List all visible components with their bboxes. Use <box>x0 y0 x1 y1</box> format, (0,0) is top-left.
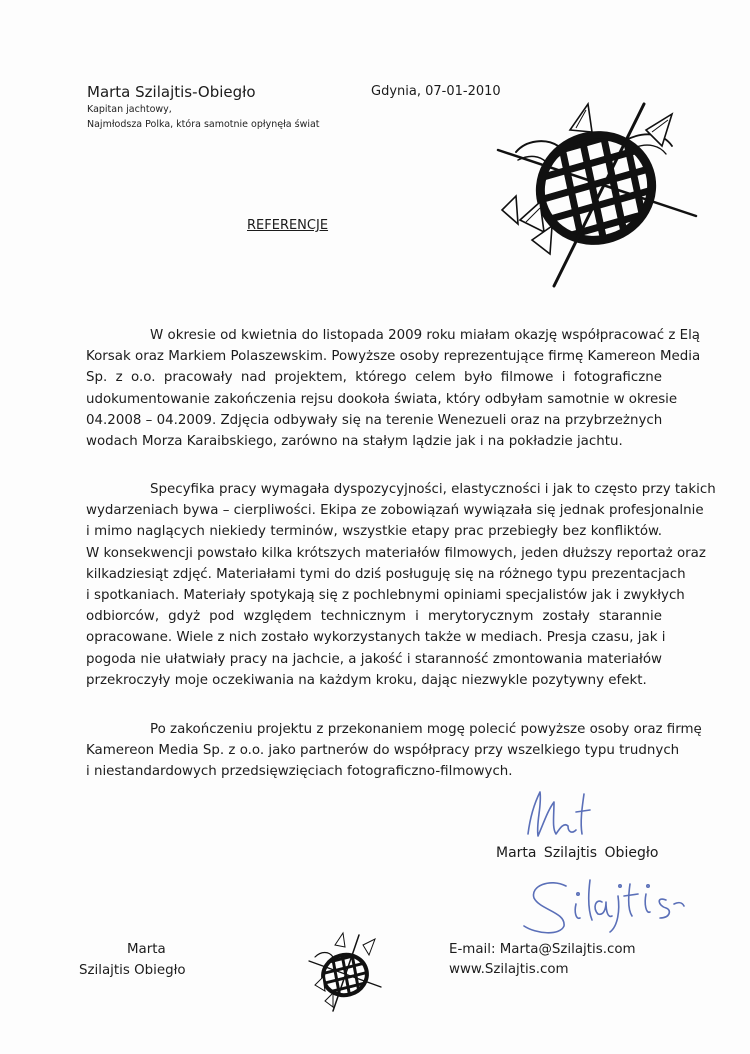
paragraph-line: wodach Morza Karaibskiego, zarówno na stałym lądzie jak i na pokładzie jachtu. <box>86 434 623 450</box>
paragraph-line: Po zakończeniu projektu z przekonaniem mogę polecić powyższe osoby oraz firmę <box>150 722 702 737</box>
paragraph-line: 04.2008 – 04.2009. Zdjęcia odbywały się na terenie Wenezueli oraz na przybrzeżnych <box>86 412 663 428</box>
handwritten-signature <box>506 782 696 942</box>
signature-name: Marta Szilajtis Obiegło <box>496 845 659 861</box>
paragraph-line: przekroczyły moje oczekiwania na każdym kroku, dając niezwykle pozytywny efekt. <box>86 672 647 688</box>
author-name: Marta Szilajtis-Obiegło <box>87 83 256 101</box>
paragraph-3 <box>86 719 702 783</box>
paragraph-line: Specyfika pracy wymagała dyspozycyjności, elastyczności i jak to często przy takich <box>150 482 716 497</box>
paragraph-line: i niestandardowych przedsięwzięciach fotograficzno-filmowych. <box>86 764 513 780</box>
author-description: Najmłodsza Polka, która samotnie opłynęła świat <box>87 119 320 130</box>
document-title: REFERENCJE <box>247 218 329 233</box>
paragraph-line: W konsekwencji powstało kilka krótszych materiałów filmowych, jeden dłuższy reportaż oraz <box>86 545 706 561</box>
globe-with-sails-logo-small <box>307 931 383 1013</box>
globe-with-sails-logo <box>496 100 700 288</box>
paragraph-line: kilkadziesiąt zdjęć. Materiałami tymi do dziś posługuję się na różnego typu prezentacjach <box>86 566 686 582</box>
paragraph-line: wydarzeniach bywa – cierpliwości. Ekipa ze zobowiązań wywiązała się jednak profesjonalnie <box>86 503 704 519</box>
paragraph-2 <box>86 479 716 691</box>
paragraph-line: pogoda nie ułatwiały pracy na jachcie, a jakość i staranność zmontowania materiałów <box>86 651 662 667</box>
paragraph-line: Sp. z o.o. pracowały nad projektem, którego celem było filmowe i fotograficzne <box>86 370 662 386</box>
letter-date: Gdynia, 07-01-2010 <box>371 84 501 99</box>
paragraph-line: Korsak oraz Markiem Polaszewskim. Powyższe osoby reprezentujące firmę Kamereon Media <box>86 349 701 365</box>
footer-first-name: Marta <box>127 942 166 957</box>
paragraph-line: odbiorców, gdyż pod względem technicznym i merytorycznym zostały starannie <box>86 609 662 625</box>
contact-email: E-mail: Marta@Szilajtis.com <box>449 942 636 957</box>
author-title: Kapitan jachtowy, <box>87 104 172 115</box>
paragraph-line: opracowane. Wiele z nich zostało wykorzystanych także w mediach. Presja czasu, jak i <box>86 630 666 646</box>
paragraph-line: udokumentowanie zakończenia rejsu dookoła świata, który odbyłam samotnie w okresie <box>86 391 678 407</box>
paragraph-line: W okresie od kwietnia do listopada 2009 roku miałam okazję współpracować z Elą <box>150 328 701 343</box>
paragraph-line: i spotkaniach. Materiały spotykają się z pochlebnymi opiniami specjalistów jak i zwykłych <box>86 588 685 604</box>
paragraph-line: Kamereon Media Sp. z o.o. jako partnerów do współpracy przy wszelkiego typu trudnych <box>86 743 680 759</box>
paragraph-1 <box>86 325 701 452</box>
footer-last-name: Szilajtis Obiegło <box>79 963 186 978</box>
paragraph-line: i mimo naglących niekiedy terminów, wszystkie etapy prac przebiegły bez konfliktów. <box>86 524 662 540</box>
contact-website: www.Szilajtis.com <box>449 962 569 977</box>
